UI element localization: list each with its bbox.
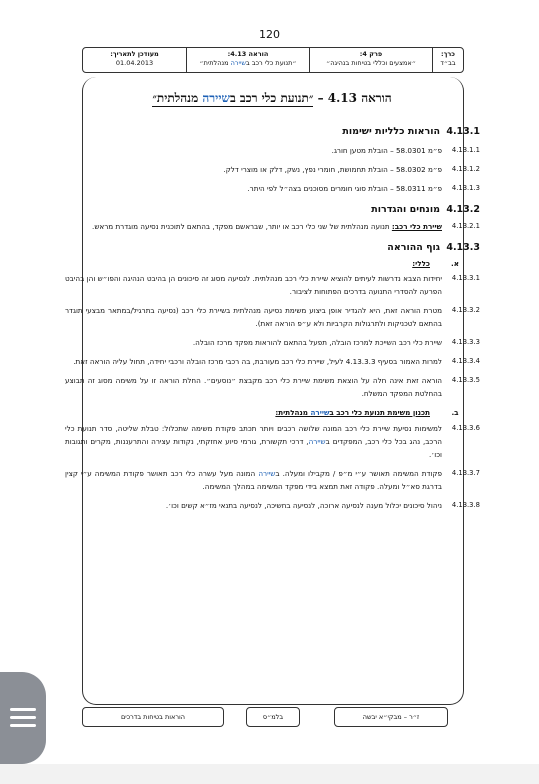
subsection-title-highlight: שיירה: [310, 408, 330, 417]
clause-row: [65, 355, 480, 368]
section-title: הוראות כלליות ישימות: [342, 126, 440, 137]
clause-number: 4.13.3.3: [451, 338, 480, 346]
title-main: [152, 91, 313, 107]
clause-row: [65, 336, 480, 349]
clause-number: 4.13.3.1: [451, 274, 480, 282]
subsection-heading: [65, 406, 480, 419]
section-heading: [65, 241, 480, 254]
clause-number: 4.13.3.4: [451, 357, 480, 365]
clause-text: למרות האמור בסעיף 4.13.3.3 לעיל, שיירת כלי רכב מעורבת, בה רכבי מרכז הובלה ורכבי יחידה, תחול עליה הוראה זאת.: [73, 357, 442, 366]
clause-number: 4.13.1.1: [451, 146, 480, 154]
clause-number: 4.13.3.2: [451, 306, 480, 314]
header-order-pre: ״תנועת כלי רכב ב: [246, 59, 297, 67]
clause-text: מטרת הוראה זאת, היא להגדיר אופן ביצוע משימת נסיעה מנהלתית בשיירת כלי רכב (נסיעה בתרגיל/במתאר מבצעי תוגדר בהתאם לטכניקות ולתרגולות הקרביות ולא ע״פ הוראה זאת).: [65, 306, 442, 328]
header-chapter-cell: [309, 48, 432, 72]
header-date-value: 01.04.2013: [115, 59, 154, 67]
clause-text-post: המונה מעל עשרה כלי רכב תאושר פקודת המשימה ע״י קצין בדרגת סא״ל ומעלה. פקודה זאת תמצא בידי מפקד המשימה במהלך המשימה.: [65, 469, 442, 491]
clause-text: פ״מ 58.0311 – הובלת סוגי חומרים מסוכנים בצה״ל לפי היתר.: [247, 184, 442, 193]
subsection-letter: א.: [451, 259, 459, 268]
clause-text: יחידות הצבא נדרשות לעיתים להוציא שיירת כלי רכב מנהלתית. לנסיעה מסוג זה סיכונים הן בהיבט הנהיגה והפו״ש והן בהיבט הפרעה להסדרי התנועה בדרכים הפתוחות לציבור.: [65, 274, 442, 296]
section-title: מונחים והגדרות: [371, 204, 440, 215]
clause-number: 4.13.1.3: [451, 184, 480, 192]
clause-text-pre: פקודת המשימה תאושר ע״י מ״פ / מקבילו ומעלה. ב: [275, 469, 442, 478]
header-date-label: מעודכן לתאריך:: [110, 50, 159, 58]
clause-row: [65, 182, 480, 195]
document-header-table: [82, 47, 464, 73]
menu-line: [10, 724, 36, 727]
clause-text: הוראה זאת אינה חלה על הוצאת משימת שיירת כלי רכב מקבצת ״נוסעים״. החלת הוראה זו על משימה מסוג זה תבוצע בהחלטת המפקד המשלח.: [65, 376, 442, 398]
definition-body: תנועה מנהלתית של שני כלי רכב או יותר, שבראשם מפקד, בהתאם לתוכנית נסיעה מוגדרת מראש.: [92, 222, 392, 231]
document-title: [82, 91, 462, 106]
footer-left-box: ז״ר – מבקי״א יבשה: [334, 707, 448, 727]
header-order-highlight: שיירה: [230, 59, 247, 67]
header-volume-label: כרך:: [441, 50, 455, 58]
clause-row: [65, 144, 480, 157]
clause-number: 4.13.1.2: [451, 165, 480, 173]
clause-number: 4.13.3.6: [451, 424, 480, 432]
clause-text-highlight: שיירה: [258, 469, 276, 478]
clause-text: [65, 422, 442, 461]
subsection-title: [275, 406, 430, 419]
title-main-post: מנהלתית״: [152, 91, 203, 105]
header-order-cell: [186, 48, 309, 72]
section-number: 4.13.3: [446, 242, 480, 253]
title-main-pre: ״תנועת כלי רכב ב: [229, 91, 314, 105]
clause-number: 4.13.3.8: [451, 501, 480, 509]
definition-text: [65, 220, 442, 233]
clause-number: 4.13.3.5: [451, 376, 480, 384]
header-chapter-value: ״אמצעים וכללי בטיחות בנהיגה״: [326, 59, 416, 67]
clause-text-highlight: שיירה: [308, 437, 326, 446]
menu-line: [10, 716, 36, 719]
clause-text-post: , דרכי תקשורת, גורמי סיוע אחזקתי, נקודות עצירה והתרעננות, מקרים ותגובות וכו׳.: [65, 437, 442, 459]
clause-text: [65, 467, 442, 493]
definition-term: שיירת כלי רכב:: [391, 222, 442, 231]
header-date-cell: [83, 48, 186, 72]
subsection-title-post: מנהלתית:: [275, 408, 311, 417]
subsection-title: כללי:: [412, 259, 430, 268]
page-number: 120: [259, 28, 280, 41]
subsection-title-pre: תכנון משימת תנועת כלי רכב ב: [329, 408, 430, 417]
hamburger-menu-icon[interactable]: [0, 672, 46, 764]
header-chapter-label: פרק 4:: [359, 50, 383, 58]
subsection-heading: [65, 257, 480, 270]
clause-row: [65, 374, 480, 400]
header-order-post: מנהלתית״: [199, 59, 231, 67]
viewer-bottom-bar: [0, 764, 539, 784]
header-order-label: הוראה 4.13:: [227, 50, 269, 58]
clause-text: פ״מ 58.0302 – הובלת תחמושת, חומרי נפץ, נשק, דלק או מוצרי דלק.: [223, 165, 442, 174]
section-heading: [65, 203, 480, 216]
footer-classification-box: בלמ״ס: [246, 707, 300, 727]
clause-row: [65, 272, 480, 298]
title-prefix: הוראה 4.13 –: [313, 91, 392, 105]
section-number: 4.13.1: [446, 126, 480, 137]
clause-row: [65, 304, 480, 330]
definition-row: [65, 220, 480, 233]
clause-number: 4.13.3.7: [451, 469, 480, 477]
footer-right-box: הוראות בטיחות בדרכים: [82, 707, 224, 727]
clause-number: 4.13.2.1: [451, 222, 480, 230]
document-body: [65, 122, 480, 512]
clause-row: [65, 422, 480, 461]
section-heading: [65, 125, 480, 138]
section-number: 4.13.2: [446, 204, 480, 215]
clause-row: [65, 467, 480, 493]
clause-row: [65, 163, 480, 176]
subsection-letter: ב.: [451, 408, 459, 417]
clause-text: שיירת כלי רכב השייכת למרכז הובלה, תפעל בהתאם להוראות מפקד מרכז הובלה.: [192, 338, 442, 347]
clause-text: [65, 499, 442, 512]
menu-line: [10, 708, 36, 711]
header-volume-value: בב״ד: [440, 59, 456, 67]
title-main-highlight: שיירה: [202, 91, 230, 105]
clause-row: [65, 499, 480, 512]
section-title: גוף ההוראה: [387, 242, 440, 253]
header-volume-cell: [432, 48, 463, 72]
clause-text-pre: ניהול סיכונים יכלול מענה לנסיעה ארוכה, לנסיעה בחשיכה, לנסיעה בתנאי מז״א קשים וכו׳.: [165, 501, 442, 510]
clause-text-pre: למשימות נסיעת שיירת כלי רכב המונה שלושה רכבים ויותר תכתב פקודת משימה שתכלול: טבלת שליטה, סדר תנועת כלי הרכב, נהג בכל כלי רכב, המפקדים ב: [65, 424, 442, 446]
header-order-value: [199, 59, 296, 67]
clause-text: פ״מ 58.0301 – הובלת מטען חורג.: [331, 146, 442, 155]
